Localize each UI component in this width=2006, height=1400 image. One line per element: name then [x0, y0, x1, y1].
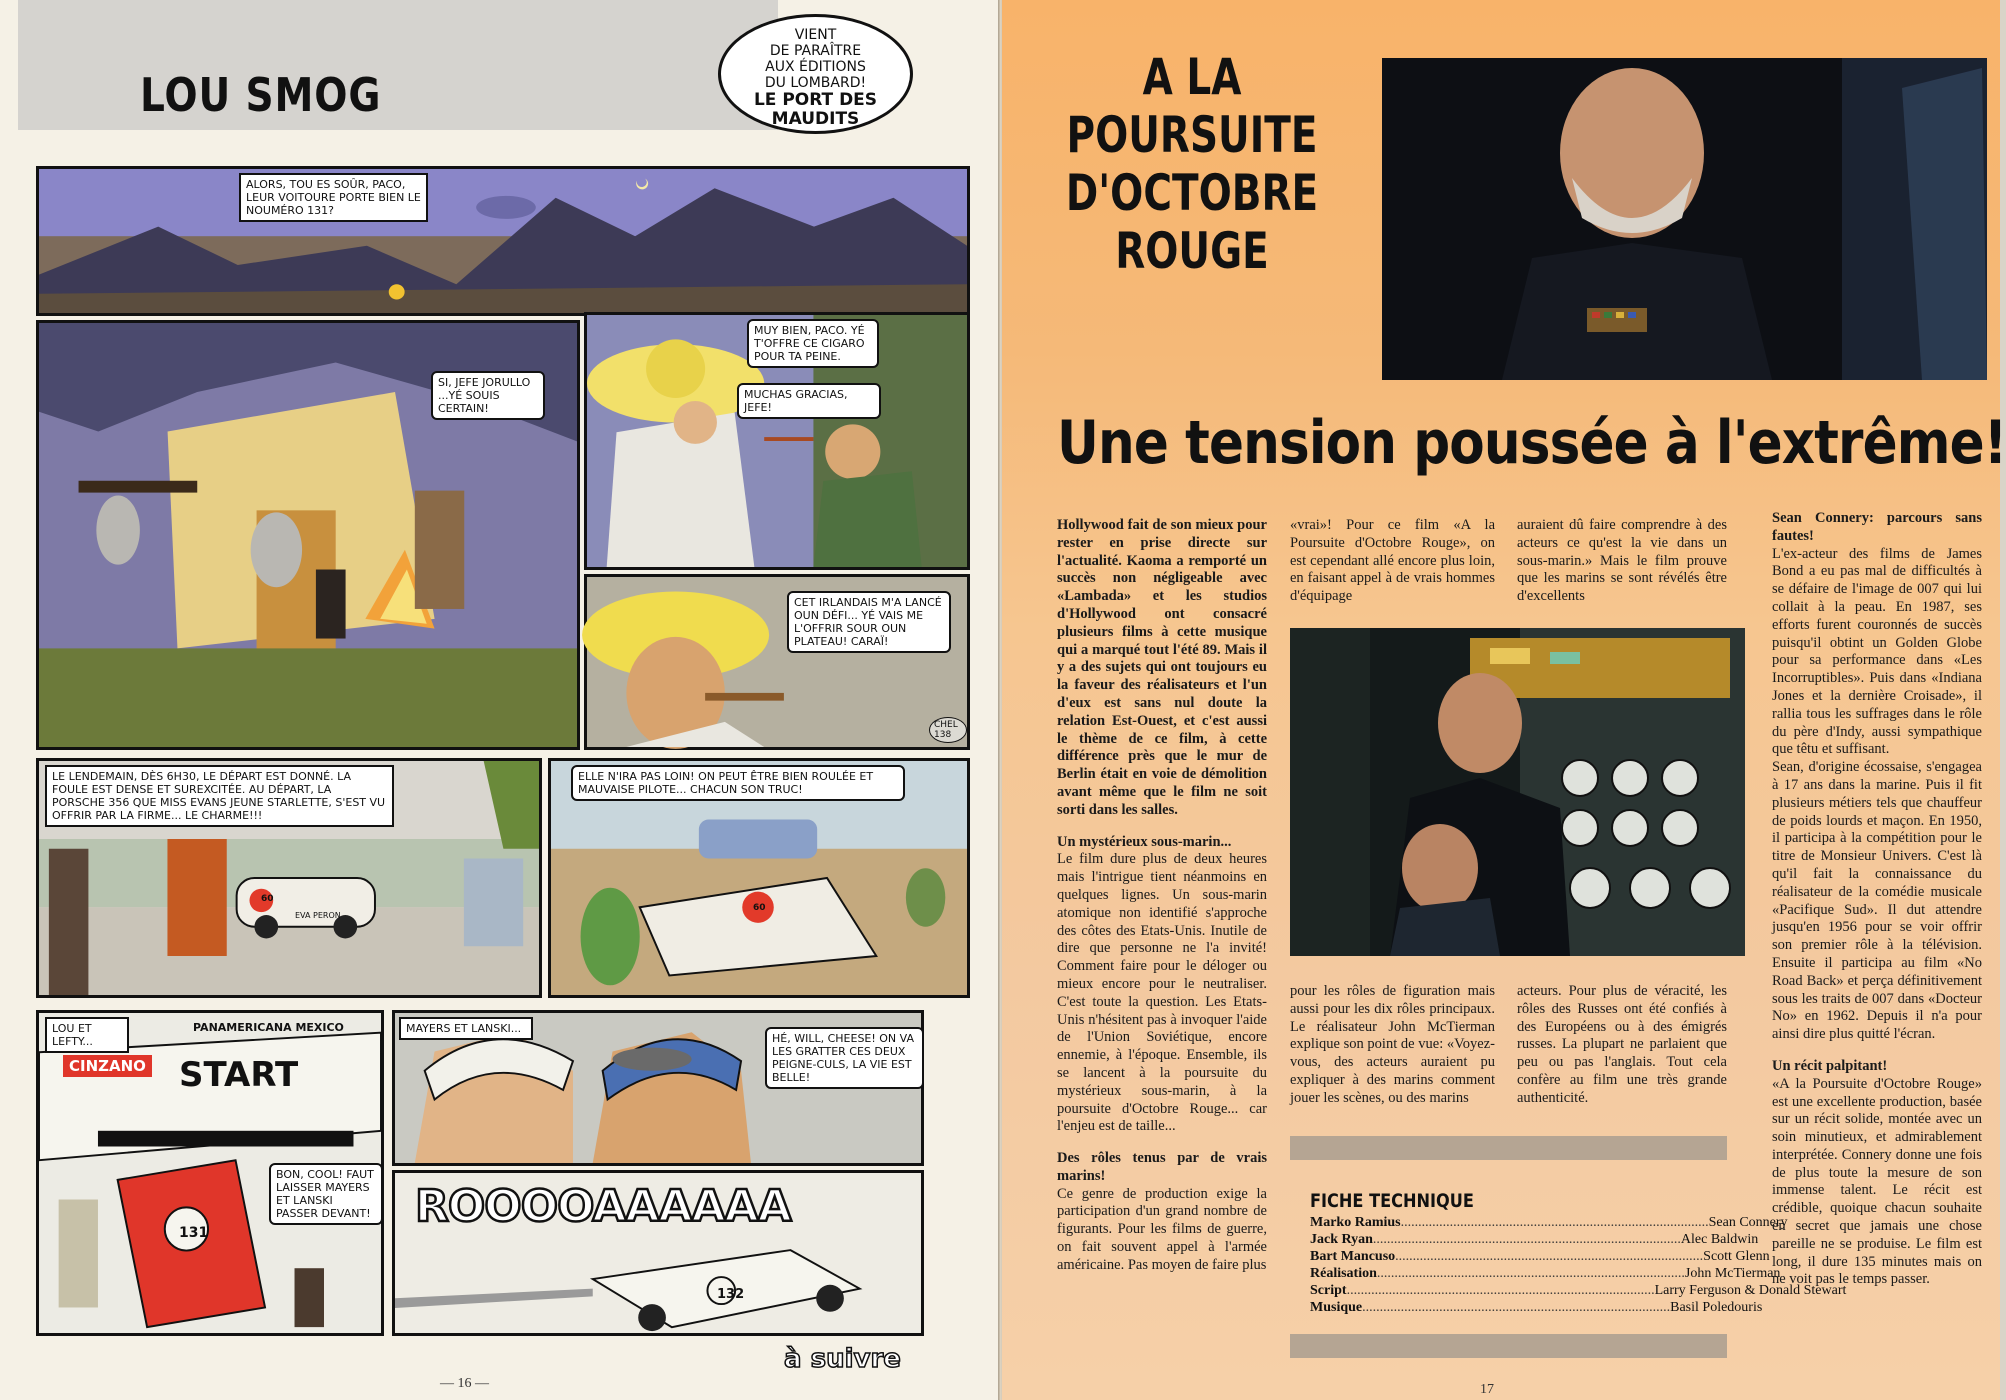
- article-column-1: [1057, 517, 1267, 1275]
- divider-bar: [1290, 1136, 1727, 1160]
- credits-row: [1310, 1265, 1781, 1282]
- promo-line-3: AUX ÉDITIONS: [765, 59, 866, 75]
- promo-bubble: [718, 14, 913, 134]
- credits-row: [1310, 1248, 1770, 1265]
- comic-panel-4: [584, 574, 970, 750]
- credit-role: Bart Mancuso: [1310, 1249, 1396, 1264]
- comic-panel-5: [36, 758, 542, 998]
- car-number: 60: [261, 894, 274, 904]
- leader-dots: ........................................................................................: [1400, 1215, 1709, 1230]
- article-headline: Une tension poussée à l'extrême!: [1057, 408, 2006, 478]
- promo-line-4: DU LOMBARD!: [764, 75, 867, 91]
- credit-role: Marko Ramius: [1310, 1215, 1401, 1230]
- movie-title-line: POURSUITE: [1066, 106, 1318, 164]
- movie-title: [1059, 48, 1324, 280]
- night-landscape-illustration: [39, 169, 967, 313]
- sound-effect: ROOOOAAAAAA: [415, 1181, 791, 1232]
- comic-panel-7: [36, 1010, 384, 1336]
- caption-box: MAYERS ET LANSKI...: [399, 1017, 533, 1040]
- caption-box: LE LENDEMAIN, DÈS 6H30, LE DÉPART EST DONNÉ. LA FOULE EST DENSE ET SUREXCITÉE. AU DÉPART, LA PORSCHE 356 QUE MISS EVANS JEUNE STARLETTE, S'EST VU OFFRIR PAR LA FIRME... LE CHARME!!!: [45, 765, 394, 827]
- credit-name: Scott Glenn: [1703, 1249, 1770, 1264]
- film-still-captain: [1382, 58, 1987, 380]
- article-subheading: Sean Connery: parcours sans fautes!: [1772, 510, 1982, 544]
- race-banner: PANAMERICANA MEXICO: [193, 1021, 344, 1034]
- promo-line-2: DE PARAÎTRE: [769, 43, 862, 59]
- title-band: [18, 0, 778, 130]
- comic-panel-2: [36, 320, 580, 750]
- credit-name: Sean Connery: [1708, 1215, 1788, 1230]
- article-subheading: Un mystérieux sous-marin...: [1057, 833, 1232, 850]
- credit-role: Musique: [1310, 1300, 1363, 1315]
- movie-title-line: A LA: [1142, 48, 1242, 106]
- speech-bubble: CET IRLANDAIS M'A LANCÉ OUN DÉFI... YÉ VAIS ME L'OFFRIR SOUR OUN PLATEAU! CARAÏ!: [787, 591, 951, 653]
- speech-bubble: ELLE N'IRA PAS LOIN! ON PEUT ÊTRE BIEN ROULÉE ET MAUVAISE PILOTE... CHACUN SON TRUC!: [571, 765, 905, 801]
- credit-name: Larry Ferguson & Donald Stewart: [1654, 1283, 1847, 1298]
- article-paragraph: Sean, d'origine écossaise, s'engagea à 17 ans dans la marine. Puis il fit plusieurs métiers tels que chauffeur de poids lourds et maçon. En 1950, il participa à la compétition pour le titre de Monsieur Univers. C'est là qu'il fait la connaissance du réalisateur de la comédie musicale «Pacifique Sud». Il dut attendre jusqu'en 1956 pour se voir offrir son premier rôle à la télévision. Ensuite il participa au film «No Road Back» et perça définitivement sous les traits de 007 dans «Docteur No» en 1962. Depuis il n'a pour ainsi dire plus quitté l'écran.: [1772, 759, 1982, 1043]
- page-number: 17: [1480, 1382, 1494, 1397]
- credit-role: Script: [1310, 1283, 1347, 1298]
- article-intro: Hollywood fait de son mieux pour rester en prise directe sur l'actualité. Kaoma a remporté un succès non négligeable avec «Lambada» et les studios d'Hollywood ont consacré plusieurs films à cette musique qui a marqué tout l'été 89. Mais il y a des sujets qui ont toujours eu la faveur des réalisateurs et l'un d'eux est sans nul doute la relation Est-Ouest, et c'est aussi le thème de ce film, à cette différence près que le mur de Berlin était en voie de démolition avant même que le film ne soit sorti dans les salles.: [1057, 517, 1267, 818]
- promo-line-1: VIENT: [794, 27, 837, 43]
- credit-role: Réalisation: [1310, 1266, 1377, 1281]
- credits-row: [1310, 1299, 1763, 1316]
- comic-panel-8: [392, 1010, 924, 1166]
- caption-box: LOU ET LEFTY...: [45, 1017, 129, 1053]
- movie-title-line: ROUGE: [1115, 222, 1269, 280]
- article-subheading: Des rôles tenus par de vrais marins!: [1057, 1150, 1267, 1184]
- credits-row: [1310, 1231, 1759, 1248]
- leader-dots: ........................................................................................: [1395, 1249, 1704, 1264]
- promo-book-title-2: MAUDITS: [771, 109, 860, 129]
- credit-name: Basil Poledouris: [1670, 1300, 1763, 1315]
- credits-heading: FICHE TECHNIQUE: [1310, 1190, 1474, 1212]
- article-paragraph: acteurs. Pour plus de véracité, les rôles des Russes ont été confiés à des Européens ou à des émigrés russes. La plupart ne parlaient que peu ou pas l'anglais. Tout cela confère au film une très grande authenticité.: [1517, 983, 1727, 1106]
- article-page: [1002, 0, 2006, 1400]
- credits-row: [1310, 1214, 1788, 1231]
- speech-bubble: MUCHAS GRACIAS, JEFE!: [737, 383, 881, 419]
- artist-signature: CHEL 138: [929, 717, 967, 743]
- series-title: LOU SMOG: [140, 68, 382, 122]
- car-banner: EVA PERON: [295, 911, 341, 920]
- start-sign: START: [179, 1055, 299, 1095]
- comic-page: [0, 0, 1000, 1400]
- leader-dots: ........................................................................................: [1362, 1300, 1671, 1315]
- article-paragraph: Ce genre de production exige la participation d'un grand nombre de figurants. Pour les films de guerre, on fait souvent appel à l'armée américaine. Pas moyen de faire plus: [1057, 1185, 1267, 1273]
- credit-role: Jack Ryan: [1310, 1232, 1373, 1247]
- car-number: 60: [753, 903, 766, 913]
- leader-dots: ........................................................................................: [1372, 1232, 1681, 1247]
- page-number: — 16 —: [440, 1376, 489, 1391]
- article-column-3-bottom: [1517, 983, 1727, 1108]
- speech-bubble: SI, JEFE JORULLO ...YÉ SOUIS CERTAIN!: [431, 371, 545, 420]
- article-paragraph: L'ex-acteur des films de James Bond a eu pas mal de difficultés à se défaire de l'image de 007 qui lui collait à la peau. En 1987, ses efforts furent couronnés de succès puisqu'il obtint un Golden Globe pour sa performance dans «Les Incorruptibles». Puis dans «Indiana Jones et la dernière Croisade», il rallia tous les suffrages dans le rôle du père d'Indy, aussi sympathique que têtu et suffisant.: [1772, 545, 1982, 758]
- article-paragraph: pour les rôles de figuration mais aussi pour les dix rôles principaux. Le réalisateur John McTierman explique son point de vue: «Voyez-vous, des acteurs auraient pu expliquer à des marins comment jouer les scènes, ou des marins: [1290, 983, 1495, 1106]
- promo-book-title-1: LE PORT DES: [753, 90, 878, 110]
- article-column-4: [1772, 510, 1982, 1289]
- control-room-photo: [1290, 628, 1745, 956]
- divider-bar: [1290, 1334, 1727, 1358]
- article-paragraph: auraient dû faire comprendre à des acteurs ce qu'est la vie dans un sous-marin.» Mais le film prouve que les marins se sont révélés être d'excellents: [1517, 517, 1727, 605]
- car-number: 132: [717, 1287, 745, 1302]
- comic-panel-1: [36, 166, 970, 316]
- movie-title-line: D'OCTOBRE: [1065, 164, 1319, 222]
- leader-dots: ........................................................................................: [1346, 1283, 1655, 1298]
- speech-bubble: HÉ, WILL, CHEESE! ON VA LES GRATTER CES DEUX PEIGNE-CULS, LA VIE EST BELLE!: [765, 1027, 924, 1089]
- credit-name: Alec Baldwin: [1680, 1232, 1759, 1247]
- speech-bubble: MUY BIEN, PACO. YÉ T'OFFRE CE CIGARO POUR TA PEINE.: [747, 319, 879, 368]
- credit-name: John McTierman: [1684, 1266, 1781, 1281]
- caption-box: ALORS, TOU ES SOÛR, PACO, LEUR VOITOURE PORTE BIEN LE NOUMÉRO 131?: [239, 173, 428, 222]
- speech-bubble: BON, COOL! FAUT LAISSER MAYERS ET LANSKI PASSER DEVANT!: [269, 1163, 383, 1225]
- article-column-2-bottom: [1290, 983, 1495, 1108]
- article-subheading: Un récit palpitant!: [1772, 1057, 1888, 1074]
- article-column-3: [1517, 517, 1727, 606]
- comic-panel-9: [392, 1170, 924, 1336]
- leader-dots: ........................................................................................: [1376, 1266, 1685, 1281]
- comic-panel-6: [548, 758, 970, 998]
- article-paragraph: «A la Poursuite d'Octobre Rouge» est une excellente production, basée sur un récit solide, montée avec un soin minutieux, et admirablement interprétée. Connery donne une fois de plus toute la mesure de son immense talent. Le récit est crédible, quoique chacun souhaite en secret que jamais une chose pareille ne se produise. Le film est long, il dure 135 minutes mais on ne voit pas le temps passer.: [1772, 1075, 1982, 1288]
- article-paragraph: «vrai»! Pour ce film «A la Poursuite d'Octobre Rouge», on est cependant allé encore plus loin, en faisant appel à de vrais hommes d'équipage: [1290, 517, 1495, 605]
- film-still-control-room: [1290, 628, 1745, 956]
- to-be-continued: à suivre: [784, 1344, 901, 1374]
- cinzano-sign: CINZANO: [63, 1055, 152, 1077]
- technical-credits: [1310, 1190, 1847, 1316]
- captain-photo: [1382, 58, 1987, 380]
- comic-panel-3: [584, 312, 970, 570]
- credits-row: [1310, 1282, 1847, 1299]
- car-number: 131: [179, 1225, 209, 1241]
- article-paragraph: Le film dure plus de deux heures mais l'intrigue tient néanmoins en quelques lignes. Un sous-marin atomique non identifié s'approche des côtes des Etats-Unis. Inutile de dire que personne ne l'a invité! Comment faire pour le déloger ou mieux encore pour le neutraliser. C'est toute la question. Les Etats-Unis n'hésitent pas à invoquer l'aide de l'Union Soviétique, encore ennemie, à l'époque. Ensemble, ils se lancent à la poursuite du mystérieux sous-marin, à la poursuite d'Octobre Rouge... car l'enjeu est de taille...: [1057, 851, 1267, 1135]
- article-column-2: [1290, 517, 1495, 606]
